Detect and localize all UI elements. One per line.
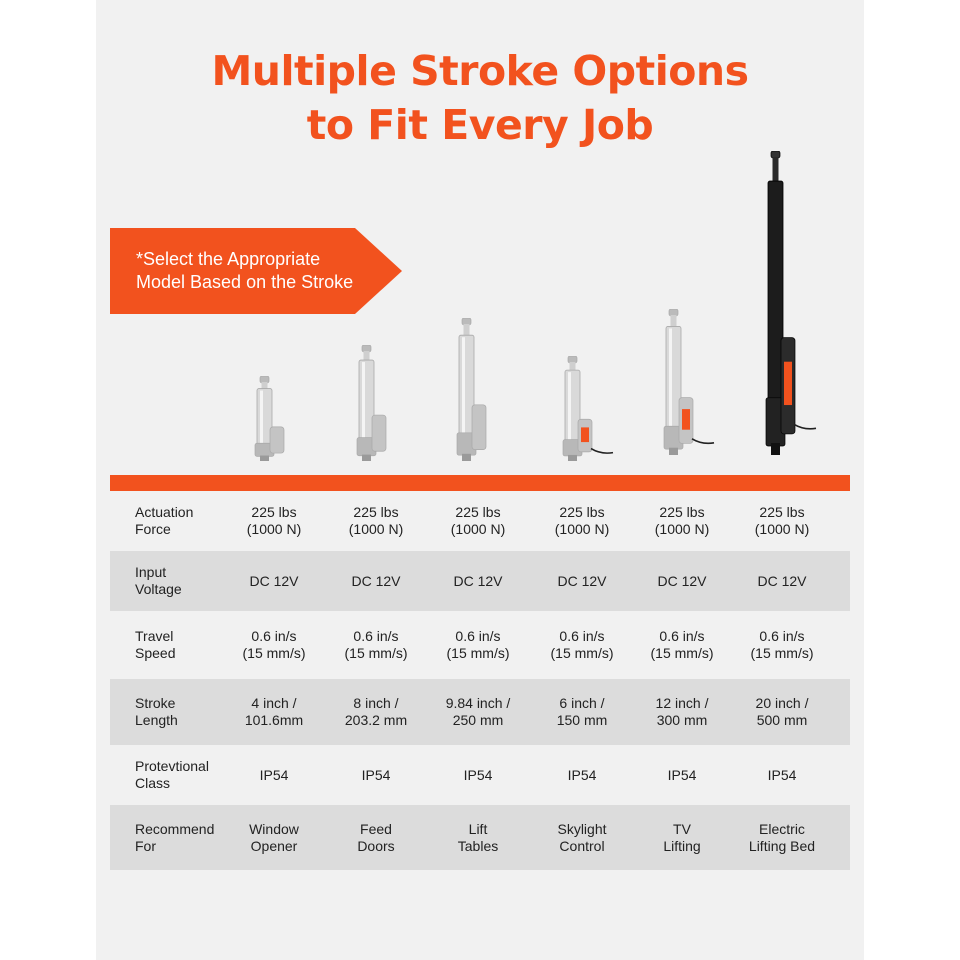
table-cell: IP54: [667, 766, 697, 783]
table-cell: 225 lbs (1000 N): [246, 504, 302, 537]
table-cell: 225 lbs (1000 N): [450, 504, 506, 537]
page-title-line-2: to Fit Every Job: [306, 101, 654, 149]
table-row: [110, 805, 850, 870]
table-row: [110, 551, 850, 611]
table-cell: DC 12V: [557, 572, 607, 589]
table-cell: 225 lbs (1000 N): [654, 504, 710, 537]
table-cell: DC 12V: [249, 572, 299, 589]
table-row: [110, 491, 850, 551]
row-label: Travel Speed: [135, 628, 176, 661]
banner-text: *Select the Appropriate Model Based on the Stroke: [136, 249, 354, 292]
table-cell: IP54: [767, 766, 797, 783]
table-cell: 4 inch / 101.6mm: [244, 695, 304, 728]
row-label: Recommend For: [135, 820, 215, 854]
table-cell: 8 inch / 203.2 mm: [344, 695, 408, 728]
table-row: [110, 745, 850, 805]
table-row: [110, 679, 850, 745]
table-header-bar: [110, 475, 850, 491]
table-cell: DC 12V: [453, 572, 503, 589]
table-cell: IP54: [361, 766, 391, 783]
table-cell: 0.6 in/s (15 mm/s): [650, 628, 714, 661]
table-cell: 225 lbs (1000 N): [348, 504, 404, 537]
actuator-6-inch-image: [554, 356, 624, 462]
table-cell: Skylight Control: [557, 820, 607, 854]
table-cell: 0.6 in/s (15 mm/s): [344, 628, 408, 661]
actuator-12-inch-image: [655, 309, 725, 456]
row-label: Input Voltage: [135, 564, 182, 597]
table-cell: TV Lifting: [663, 820, 701, 854]
stroke-selection-banner: [110, 228, 402, 314]
table-cell: 12 inch / 300 mm: [655, 695, 709, 728]
actuator-9-84-inch-image: [448, 318, 518, 462]
table-cell: 0.6 in/s (15 mm/s): [242, 628, 306, 661]
table-row: [110, 611, 850, 679]
table-cell: DC 12V: [657, 572, 707, 589]
actuator-20-inch-image: [757, 151, 827, 456]
table-cell: 0.6 in/s (15 mm/s): [550, 628, 614, 661]
table-cell: Electric Lifting Bed: [748, 820, 816, 854]
table-cell: 9.84 inch / 250 mm: [445, 695, 511, 728]
table-cell: 225 lbs (1000 N): [754, 504, 810, 537]
table-cell: IP54: [463, 766, 493, 783]
table-cell: 6 inch / 150 mm: [556, 695, 608, 728]
table-cell: DC 12V: [757, 572, 807, 589]
row-label: Protevtional Class: [135, 758, 209, 791]
page-title-line-1: Multiple Stroke Options: [211, 47, 749, 95]
table-cell: Feed Doors: [357, 820, 395, 854]
row-label: Stroke Length: [135, 695, 178, 728]
table-cell: 0.6 in/s (15 mm/s): [750, 628, 814, 661]
actuator-8-inch-image: [348, 345, 418, 462]
table-cell: Lift Tables: [457, 820, 499, 854]
table-cell: 225 lbs (1000 N): [554, 504, 610, 537]
row-label: Actuation Force: [135, 504, 194, 537]
actuator-4-inch-image: [246, 376, 316, 462]
table-cell: IP54: [567, 766, 597, 783]
table-cell: Window Opener: [249, 820, 299, 854]
table-cell: 0.6 in/s (15 mm/s): [446, 628, 510, 661]
table-cell: 20 inch / 500 mm: [755, 695, 809, 728]
table-cell: DC 12V: [351, 572, 401, 589]
table-cell: IP54: [259, 766, 289, 783]
